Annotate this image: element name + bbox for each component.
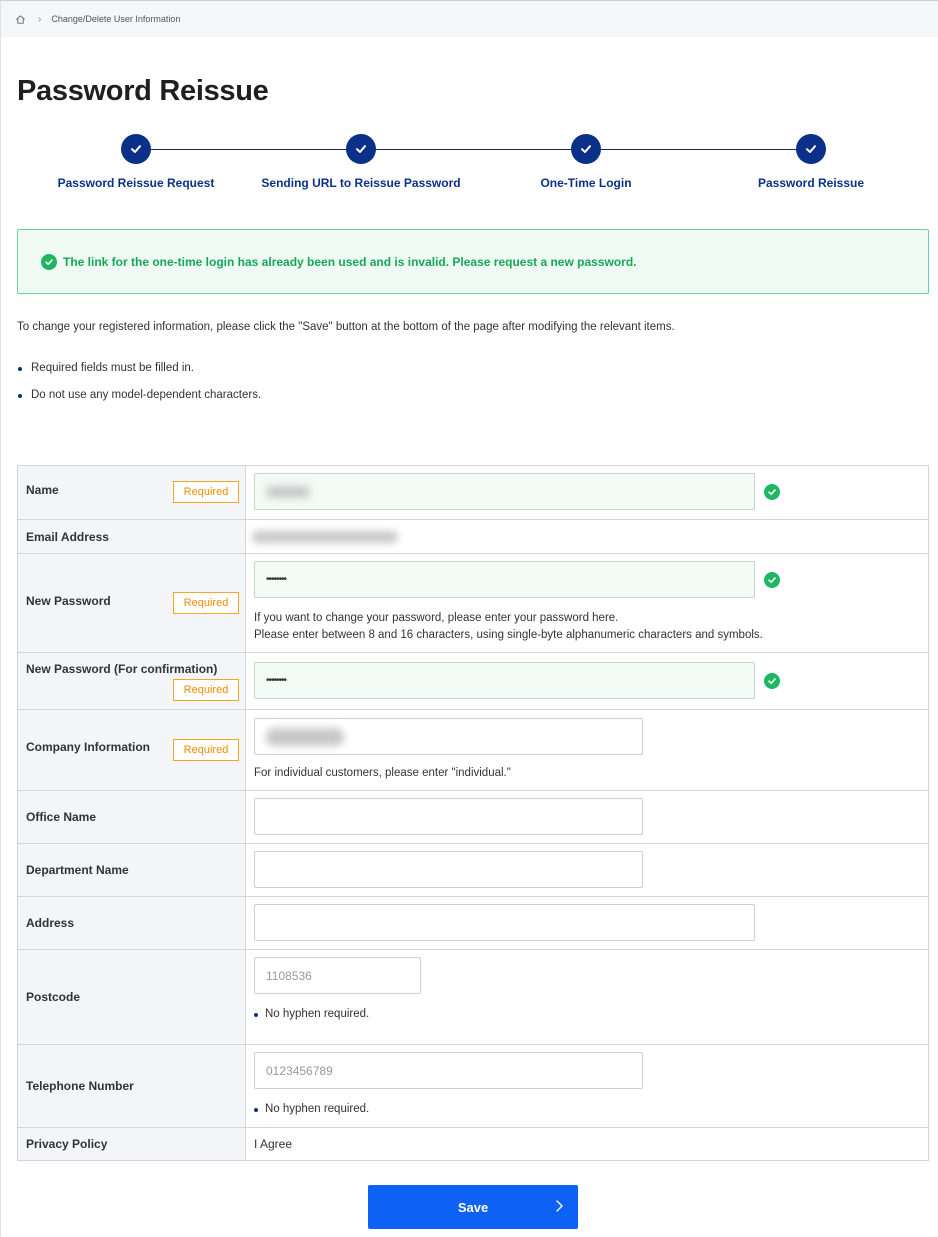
company-help: For individual customers, please enter "individual." <box>254 767 511 779</box>
bullet-icon <box>254 1013 258 1017</box>
row-cell <box>246 950 928 1044</box>
step-label: Password Reissue <box>757 176 865 190</box>
step-label: One-Time Login <box>540 176 632 190</box>
row-postcode <box>18 950 928 1045</box>
postcode-placeholder: 1108536 <box>266 968 312 983</box>
step-password-reissue <box>701 134 921 190</box>
new-password-label: New Password <box>26 594 111 608</box>
step-label: Password Reissue Request <box>57 176 215 190</box>
password-help: If you want to change your password, please enter your password here. Please enter between 8 and 16 characters, using single-byte alphanumeric characters and symbols. <box>254 612 763 641</box>
company-input[interactable] <box>254 718 643 755</box>
save-button[interactable] <box>368 1185 578 1229</box>
step-label: Sending URL to Reissue Password <box>261 176 461 190</box>
email-redacted-value <box>252 531 398 543</box>
row-header <box>18 844 246 896</box>
chevron-right-icon: › <box>38 13 42 25</box>
row-cell <box>246 653 928 709</box>
row-cell <box>246 466 928 519</box>
telephone-help: No hyphen required. <box>254 1101 369 1118</box>
department-input[interactable] <box>254 851 643 888</box>
row-department <box>18 844 928 897</box>
intro-text: To change your registered information, please click the "Save" button at the bottom of the page after modifying the relevant items. <box>17 321 675 333</box>
row-telephone <box>18 1045 928 1128</box>
row-header <box>18 1045 246 1127</box>
check-icon <box>796 134 826 164</box>
row-cell <box>246 554 928 652</box>
telephone-input[interactable] <box>254 1052 643 1089</box>
confirm-password-label: New Password (For confirmation) <box>26 662 218 676</box>
required-badge: Required <box>173 739 239 761</box>
row-privacy <box>18 1128 928 1160</box>
company-label: Company Information <box>26 740 151 754</box>
check-icon <box>346 134 376 164</box>
row-header <box>18 791 246 843</box>
bullet-icon <box>254 1108 258 1112</box>
row-header <box>18 653 246 709</box>
required-badge: Required <box>173 592 239 614</box>
row-address <box>18 897 928 950</box>
bullet-icon <box>18 367 22 371</box>
row-office <box>18 791 928 844</box>
department-label: Department Name <box>26 863 129 877</box>
email-label: Email Address <box>26 529 109 544</box>
step-password-reissue-request <box>26 134 246 190</box>
breadcrumb <box>1 1 938 37</box>
notes-list <box>17 362 261 416</box>
row-cell <box>246 844 928 896</box>
row-cell <box>246 897 928 949</box>
row-cell <box>246 1128 928 1160</box>
row-name <box>18 466 928 520</box>
new-password-input[interactable]: •••••••• <box>254 561 755 598</box>
privacy-value: I Agree <box>254 1137 293 1151</box>
row-email <box>18 520 928 554</box>
row-company <box>18 710 928 791</box>
office-label: Office Name <box>26 810 97 824</box>
note-item: Do not use any model-dependent characters. <box>17 389 261 416</box>
row-header <box>18 520 246 553</box>
row-header <box>18 466 246 519</box>
chevron-right-icon <box>554 1199 564 1216</box>
row-cell <box>246 791 928 843</box>
check-icon <box>571 134 601 164</box>
success-alert <box>17 229 929 294</box>
postcode-input[interactable] <box>254 957 421 994</box>
postcode-label: Postcode <box>26 990 81 1004</box>
privacy-label: Privacy Policy <box>26 1137 108 1151</box>
check-circle-icon <box>41 254 57 270</box>
address-input[interactable] <box>254 904 755 941</box>
bullet-icon <box>18 394 22 398</box>
confirm-password-input[interactable]: •••••••• <box>254 662 755 699</box>
row-cell <box>246 1045 928 1127</box>
name-label: Name <box>26 483 59 497</box>
row-confirm-password <box>18 653 928 710</box>
postcode-help: No hyphen required. <box>254 1006 369 1023</box>
office-input[interactable] <box>254 798 643 835</box>
step-one-time-login <box>476 134 696 190</box>
row-header <box>18 950 246 1044</box>
user-info-form <box>17 465 929 1161</box>
alert-message: The link for the one-time login has already been used and is invalid. Please request a new password. <box>63 254 637 269</box>
save-label: Save <box>457 1199 489 1215</box>
row-header <box>18 710 246 790</box>
row-cell <box>246 710 928 790</box>
check-icon <box>121 134 151 164</box>
row-new-password <box>18 554 928 653</box>
row-header <box>18 1128 246 1160</box>
redacted-value <box>266 728 344 746</box>
row-header <box>18 554 246 652</box>
name-input[interactable] <box>254 473 755 510</box>
note-item: Required fields must be filled in. <box>17 362 261 389</box>
address-label: Address <box>26 916 75 930</box>
step-sending-url <box>251 134 471 190</box>
required-badge: Required <box>173 481 239 503</box>
page-title: Password Reissue <box>17 75 269 107</box>
redacted-value <box>266 486 310 498</box>
row-header <box>18 897 246 949</box>
row-cell <box>246 520 928 553</box>
valid-check-icon <box>764 673 780 689</box>
valid-check-icon <box>764 484 780 500</box>
required-badge: Required <box>173 679 239 701</box>
breadcrumb-current: Change/Delete User Information <box>51 14 181 24</box>
valid-check-icon <box>764 572 780 588</box>
home-icon[interactable] <box>15 14 26 25</box>
telephone-placeholder: 0123456789 <box>266 1063 333 1078</box>
telephone-label: Telephone Number <box>26 1079 134 1093</box>
